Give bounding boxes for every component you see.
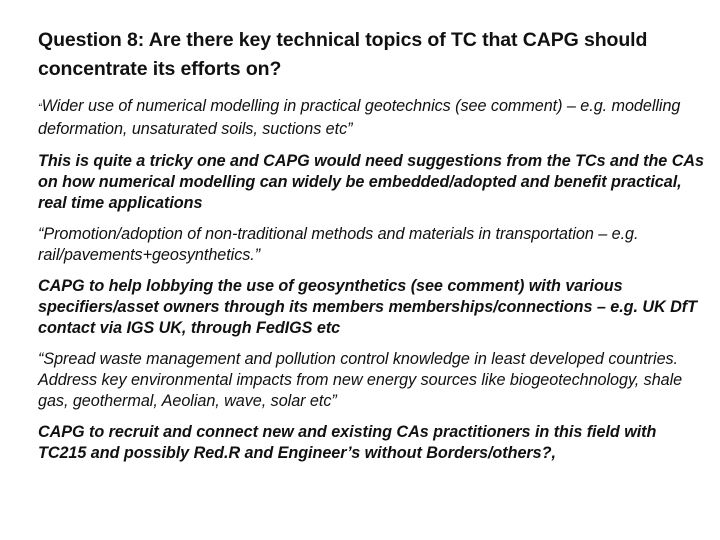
open-quote-mark: “: [38, 102, 42, 114]
slide-content: [38, 26, 706, 464]
capg-response-numerical-modelling: This is quite a tricky one and CAPG would need suggestions from the TCs and the CAs on how numerical modelling can widely be embedded/adopted and benefit practical, real time applications: [38, 152, 704, 212]
feedback-quote-waste-management: “Spread waste management and pollution control knowledge in least developed countries. Address key environmental impacts from new energy sources like biogeotechnology, shale gas, geothermal, Aeolian, wave, solar etc”: [38, 350, 683, 410]
question-title: Question 8: Are there key technical topics of TC that CAPG should concentrate its efforts on?: [38, 29, 648, 80]
feedback-quote-text: Wider use of numerical modelling in practical geotechnics (see comment) – e.g. modelling deformation, unsaturated soils, suctions etc”: [38, 97, 681, 138]
feedback-quote-numerical-modelling: [38, 96, 706, 140]
capg-response-geosynthetics: CAPG to help lobbying the use of geosynthetics (see comment) with various specifiers/asset owners through its members memberships/connections – e.g. UK DfT contact via IGS UK, through FedIGS etc: [38, 277, 697, 337]
capg-response-waste-management: CAPG to recruit and connect new and existing CAs practitioners in this field with TC215 and possibly Red.R and Engineer’s without Borders/others?,: [38, 423, 657, 462]
feedback-quote-geosynthetics: “Promotion/adoption of non-traditional methods and materials in transportation – e.g. rail/pavements+geosynthetics.”: [38, 225, 639, 264]
